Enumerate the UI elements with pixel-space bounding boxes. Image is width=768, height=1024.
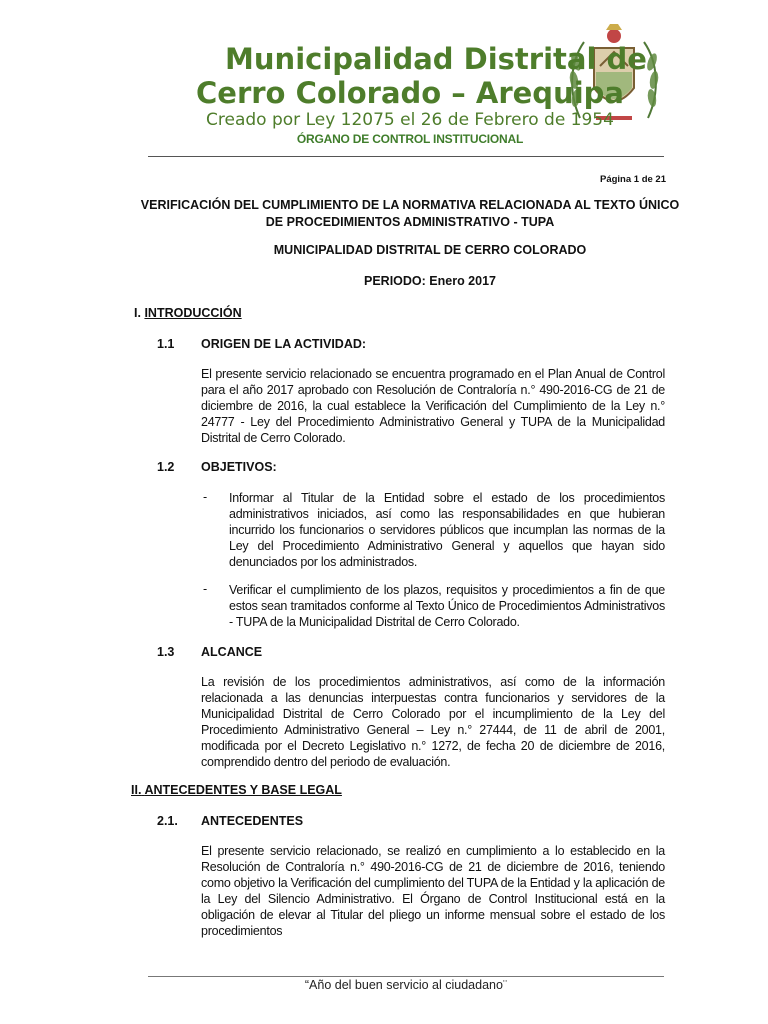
section-1-number: I. — [134, 306, 141, 320]
subsection-2-1-number: 2.1. — [157, 814, 178, 828]
subsection-2-1-title: ANTECEDENTES — [201, 814, 304, 828]
section-1-heading — [134, 306, 242, 320]
footer-motto: “Año del buen servicio al ciudadano¨ — [304, 978, 508, 992]
period-line: PERIODO: Enero 2017 — [364, 274, 496, 288]
section-2-heading — [131, 783, 342, 797]
header-divider — [148, 156, 664, 157]
document-title-line1: VERIFICACIÓN DEL CUMPLIMIENTO DE LA NORMATIVA RELACIONADA AL TEXTO ÚNICO — [140, 198, 680, 212]
municipality-name-line2: Cerro Colorado – Arequipa — [196, 76, 624, 110]
bullet-marker: - — [203, 490, 208, 504]
entity-name: MUNICIPALIDAD DISTRITAL DE CERRO COLORADO — [273, 243, 587, 257]
document-title — [140, 197, 680, 231]
bullet-marker: - — [203, 582, 208, 596]
objective-bullet-1: Informar al Titular de la Entidad sobre el estado de los procedimientos administrativos iniciados, así como las responsabilidades en que hubieran incurrido los funcionarios o servidores públicos que incumplan las normas de la Ley del Procedimiento Administrativo General y aquellos que hayan sido denunciados por los administrados. — [229, 491, 665, 569]
section-2-title: ANTECEDENTES Y BASE LEGAL — [144, 783, 342, 797]
footer-divider — [148, 976, 664, 977]
subsection-1-2-number: 1.2 — [157, 460, 175, 474]
document-title-line2: DE PROCEDIMIENTOS ADMINISTRATIVO - TUPA — [265, 215, 555, 229]
organ-name: ÓRGANO DE CONTROL INSTITUCIONAL — [296, 132, 524, 146]
subsection-1-3-number: 1.3 — [157, 645, 175, 659]
section-2-number: II. — [131, 783, 142, 797]
subsection-2-1-text: El presente servicio relacionado, se realizó en cumplimiento a lo establecido en la Resolución de Contraloría n.° 490-2016-CG de 21 de diciembre de 2016, teniendo como objetivo la Verificación del cumplimiento del TUPA de la Entidad y la aplicación de la Ley del Silencio Administrativo. El Órgano de Control Institucional está en la obligación de elevar al Titular del pliego un informe mensual sobre el estado de los procedimientos — [201, 844, 665, 938]
subsection-1-1-text: El presente servicio relacionado se encuentra programado en el Plan Anual de Control para el año 2017 aprobado con Resolución de Contraloría n.° 490-2016-CG de 21 de diciembre de 2016, la cual establece la Verificación del Cumplimiento de la Ley n.° 24777 - Ley del Procedimiento Administrativo General y TUPA de la Municipalidad Distrital de Cerro Colorado. — [201, 367, 665, 445]
section-1-title: INTRODUCCIÓN — [144, 306, 242, 320]
subsection-1-1-title: ORIGEN DE LA ACTIVIDAD: — [201, 337, 367, 351]
subsection-1-1-number: 1.1 — [157, 337, 175, 351]
subsection-1-2-title: OBJETIVOS: — [201, 460, 277, 474]
page-number: Página 1 de 21 — [599, 174, 666, 185]
objective-bullet-2: Verificar el cumplimiento de los plazos, requisitos y procedimientos a fin de que estos sean tramitados conforme al Texto Único de Procedimientos Administrativos - TUPA de la Municipalidad Distrital de Cerro Colorado. — [229, 583, 665, 629]
subsection-1-3-title: ALCANCE — [201, 645, 263, 659]
creation-law-subtitle: Creado por Ley 12075 el 26 de Febrero de 1954 — [206, 110, 614, 130]
subsection-1-3-text: La revisión de los procedimientos administrativos, así como de la información relacionada a las denuncias interpuestas contra funcionarios y servidores de la Municipalidad Distrital de Cerro Colorado por el incumplimiento de la Ley del Procedimiento Administrativo General – Ley n.° 27444, de 11 de abril de 2001, modificada por el Decreto Legislativo n.° 1272, de fecha 20 de diciembre de 2016, comprendido dentro del periodo de evaluación. — [201, 675, 665, 769]
municipality-name-line1: Municipalidad Distrital de — [225, 42, 647, 76]
